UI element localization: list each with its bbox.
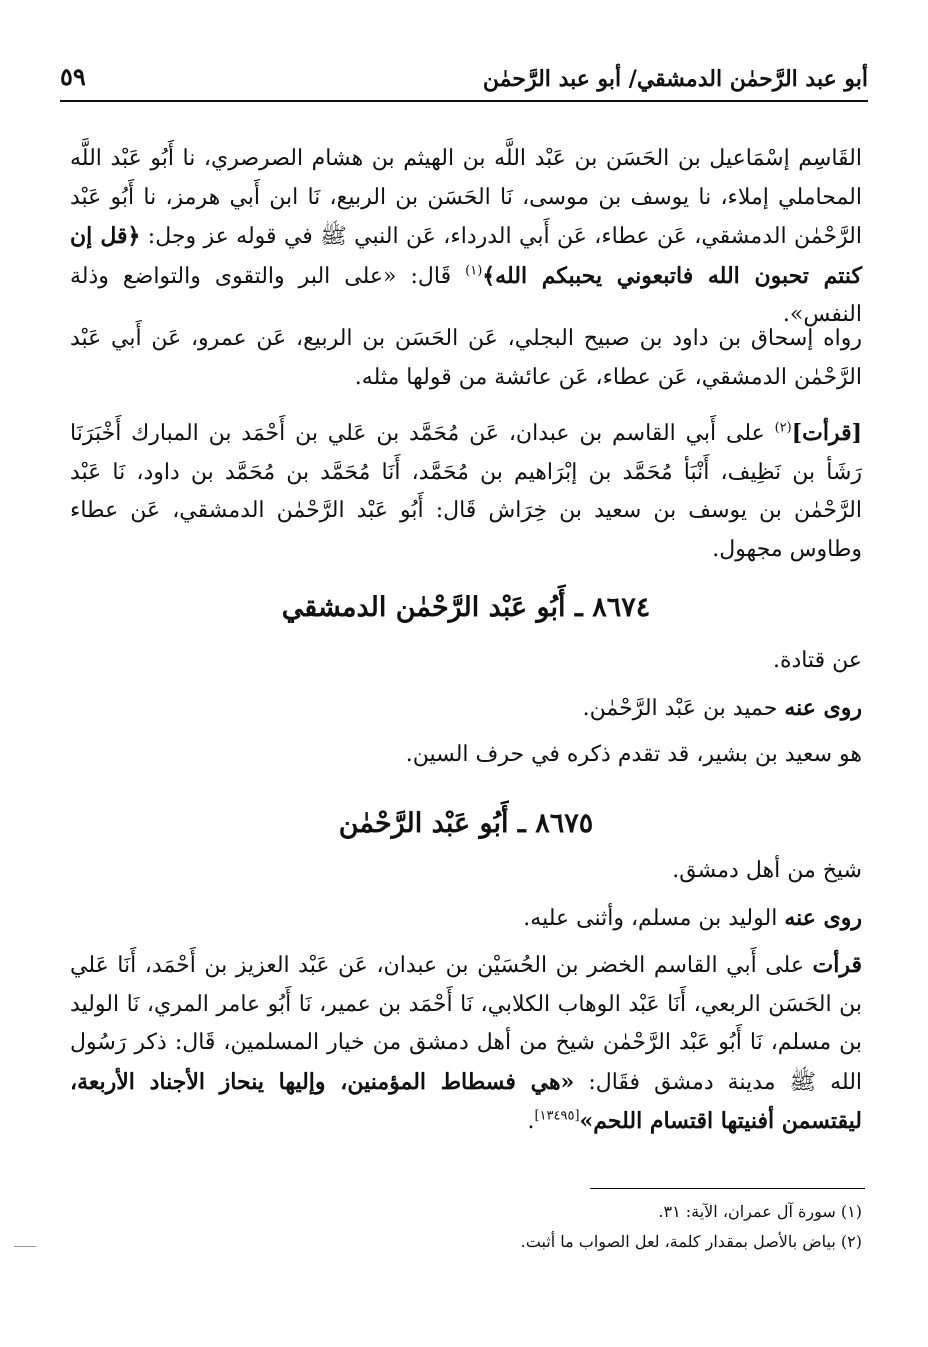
hadith-number: [١٣٤٩٥] <box>534 1108 580 1124</box>
entry-8674-line-1: عن قتادة. <box>772 648 862 673</box>
paragraph-3-text: على أَبي القاسم بن عبدان، عَن مُحَمَّد بن عَلي بن أَحْمَد بن المبارك أَخْبَرَنَا رَشَأ بن نَظِيف، أَنْبَأ مُحَمَّد بن إبْرَاهيم بن مُحَمَّد، أَنَا مُحَمَّد بن مُحَمَّد بن داود، نَا عَبْد الرَّحْمٰن بن يوسف بن سعيد بن خِرَاش قَال: أَبُو عَبْد الرَّحْمٰن الدمشقي، عَن عطاء وطاوس مجهول. <box>70 421 862 562</box>
footnote-ref-2: (٢) <box>774 420 792 436</box>
header-rule <box>60 100 868 102</box>
hadith-text: «هي فسطاط المؤمنين، وإليها ينحاز الأجناد الأربعة، ليقتسمن أفنيتها اقتسام اللحم» <box>70 1068 862 1134</box>
footnote-1: (١) سورة آل عمران، الآية: ٣١. <box>658 1202 862 1221</box>
page-number: ٥٩ <box>60 62 86 91</box>
paragraph-1 <box>70 140 862 335</box>
entry-heading-8674: ٨٦٧٤ ـ أَبُو عَبْد الرَّحْمٰن الدمشقي <box>281 592 651 623</box>
narrated-label: روى عنه <box>784 904 862 931</box>
entry-8674-line-3: هو سعيد بن بشير، قد تقدم ذكره في حرف السين. <box>405 742 862 767</box>
footnote-ref-1: (١) <box>465 263 483 279</box>
entry-8674-body <box>70 642 862 775</box>
paragraph-2-text: رواه إسحاق بن داود بن صبيح البجلي، عَن الحَسَن بن الربيع، عَن عمرو، عَن أَبي عَبْد الرَّحْمٰن الدمشقي، عَن عطاء، عَن عائشة من قولها مثله. <box>70 326 862 390</box>
running-header <box>60 56 868 96</box>
entry-8675-read-text: على أَبي القاسم الخضر بن الحُسَيْن بن عبدان، عَن عَبْد العزيز بن أَحْمَد، أَنَا عَلي بن الحَسَن الربعي، أَنَا عَبْد الوهاب الكلابي، نَا أَحْمَد بن عمير، نَا أَبُو عامر المري، نَا الوليد بن مسلم، نَا أَبُو عَبْد الرَّحْمٰن شيخ من أهل دمشق من خيار المسلمين، قَال: ذكر رَسُول الله ﷺ مدينة دمشق فقَال: <box>70 953 863 1095</box>
entry-8675-end: . <box>527 1109 535 1134</box>
margin-mark <box>14 1246 36 1247</box>
footnote-2: (٢) بياض بالأصل بمقدار كلمة، لعل الصواب ما أثبت. <box>520 1232 862 1251</box>
entry-heading-8675: ٨٦٧٥ ـ أَبُو عَبْد الرَّحْمٰن <box>338 808 594 839</box>
read-label: [قرأت] <box>791 420 862 446</box>
read-label: قرأت <box>812 952 862 978</box>
entry-8675-line-1: شيخ من أهل دمشق. <box>672 858 862 883</box>
paragraph-2 <box>70 320 862 397</box>
quran-verse: ﴿قل إن كنتم تحبون الله فاتبعوني يحببكم الله﴾ <box>70 223 862 289</box>
entry-8675-body <box>70 852 862 1142</box>
narrated-text: حميد بن عَبْد الرَّحْمٰن. <box>582 695 785 721</box>
paragraph-1-text: القَاسِم إسْمَاعيل بن الحَسَن بن عَبْد اللَّه بن الهيثم بن هشام الصرصري، نا أَبُو عَبْد اللَّه المحاملي إملاء، نا يوسف بن موسى، نَا الحَسَن بن الربيع، نَا ابن أَبي هرمز، نا أَبُو عَبْد الرَّحْمٰن الدمشقي، عَن عطاء، عَن أَبي الدرداء، عَن النبي ﷺ في قوله عز وجل: <box>70 146 862 249</box>
paragraph-3 <box>70 414 862 569</box>
paragraph-1-end: قَال: «على البر والتقوى والتواضع وذلة النفس». <box>70 263 862 327</box>
narrated-text: الوليد بن مسلم، وأثنى عليه. <box>523 905 785 931</box>
narrated-label: روى عنه <box>784 694 862 721</box>
footnote-rule <box>590 1188 865 1189</box>
header-title: أبو عبد الرَّحمٰن الدمشقي/ أبو عبد الرَّحمٰن <box>482 66 868 92</box>
